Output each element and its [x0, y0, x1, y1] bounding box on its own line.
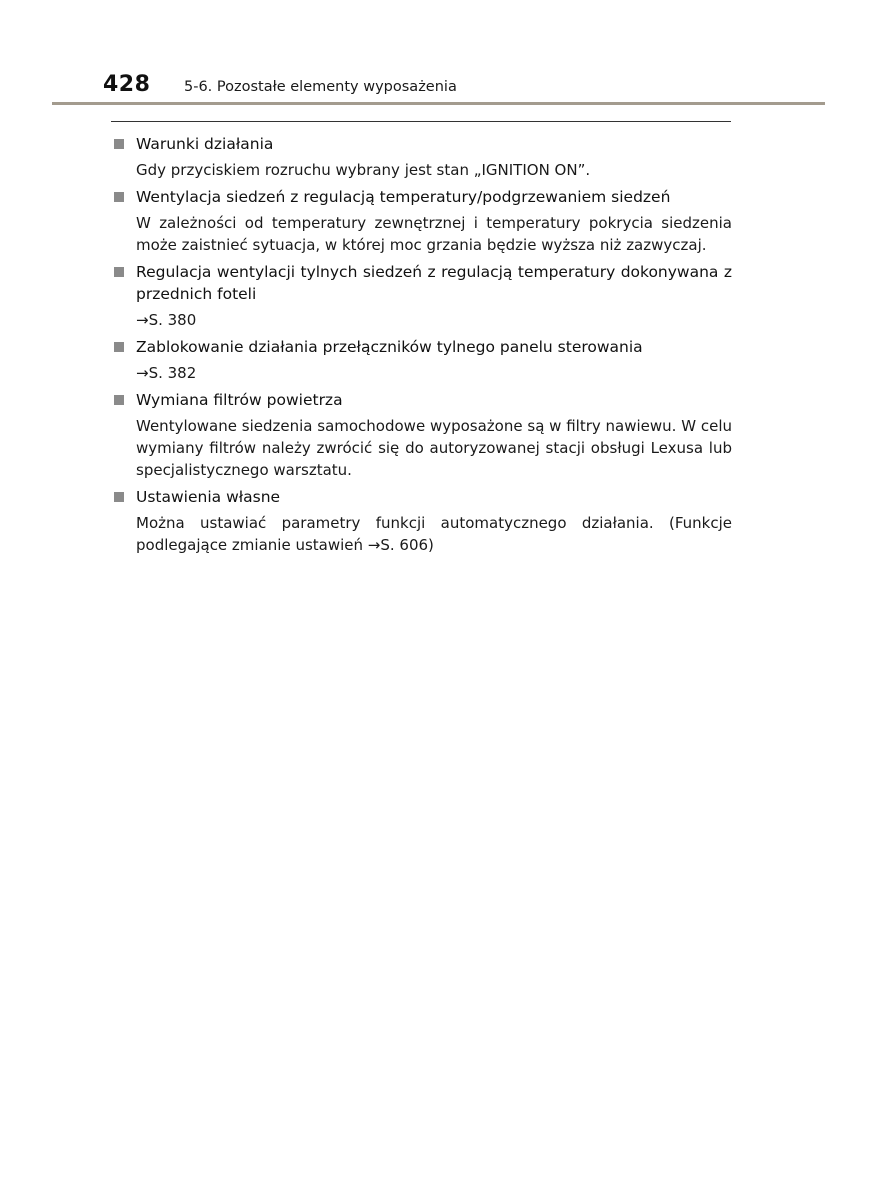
square-bullet-icon [114, 192, 124, 202]
square-bullet-icon [114, 267, 124, 277]
item-heading-text: Warunki działania [136, 135, 274, 153]
content-list [112, 133, 732, 561]
square-bullet-icon [114, 342, 124, 352]
list-item-air-filter-replacement [112, 389, 732, 481]
content-divider [111, 121, 731, 122]
item-heading-text: Ustawienia własne [136, 488, 281, 506]
page-reference: →S. 382 [136, 364, 197, 382]
header-rule [52, 102, 825, 105]
page-number: 428 [103, 72, 151, 97]
list-item-seat-ventilation [112, 186, 732, 256]
item-heading [112, 133, 732, 155]
section-title: 5-6. Pozostałe elementy wyposażenia [184, 79, 457, 95]
list-item-operating-conditions [112, 133, 732, 181]
square-bullet-icon [114, 139, 124, 149]
square-bullet-icon [114, 492, 124, 502]
item-heading-text: Wentylacja siedzeń z regulacją temperatury/podgrzewaniem siedzeń [136, 188, 671, 206]
item-heading-text: Wymiana filtrów powietrza [136, 391, 343, 409]
square-bullet-icon [114, 395, 124, 405]
list-item-rear-seat-ventilation-control [112, 261, 732, 331]
page-reference: →S. 380 [136, 311, 197, 329]
item-heading [112, 389, 732, 411]
item-heading [112, 486, 732, 508]
item-heading-text: Regulacja wentylacji tylnych siedzeń z regulacją temperatury dokonywana z przednich foteli [136, 263, 732, 303]
item-body: Gdy przyciskiem rozruchu wybrany jest stan „IGNITION ON”. [136, 161, 591, 179]
item-heading [112, 186, 732, 208]
item-heading [112, 336, 732, 358]
item-body: Można ustawiać parametry funkcji automatycznego działania. (Funkcje podlegające zmianie ustawień →S. 606) [136, 514, 732, 554]
item-body: W zależności od temperatury zewnętrznej i temperatury pokrycia siedzenia może zaistnieć sytuacja, w której moc grzania będzie wyższa niż zazwyczaj. [136, 214, 732, 254]
item-heading-text: Zablokowanie działania przełączników tylnego panelu sterowania [136, 338, 643, 356]
item-heading [112, 261, 732, 305]
page-header [0, 0, 877, 110]
list-item-custom-settings [112, 486, 732, 556]
item-body: Wentylowane siedzenia samochodowe wyposażone są w filtry nawiewu. W celu wymiany filtrów należy zwrócić się do autoryzowanej stacji obsługi Lexusa lub specjalistycznego warsztatu. [136, 417, 732, 479]
list-item-rear-panel-lock [112, 336, 732, 384]
